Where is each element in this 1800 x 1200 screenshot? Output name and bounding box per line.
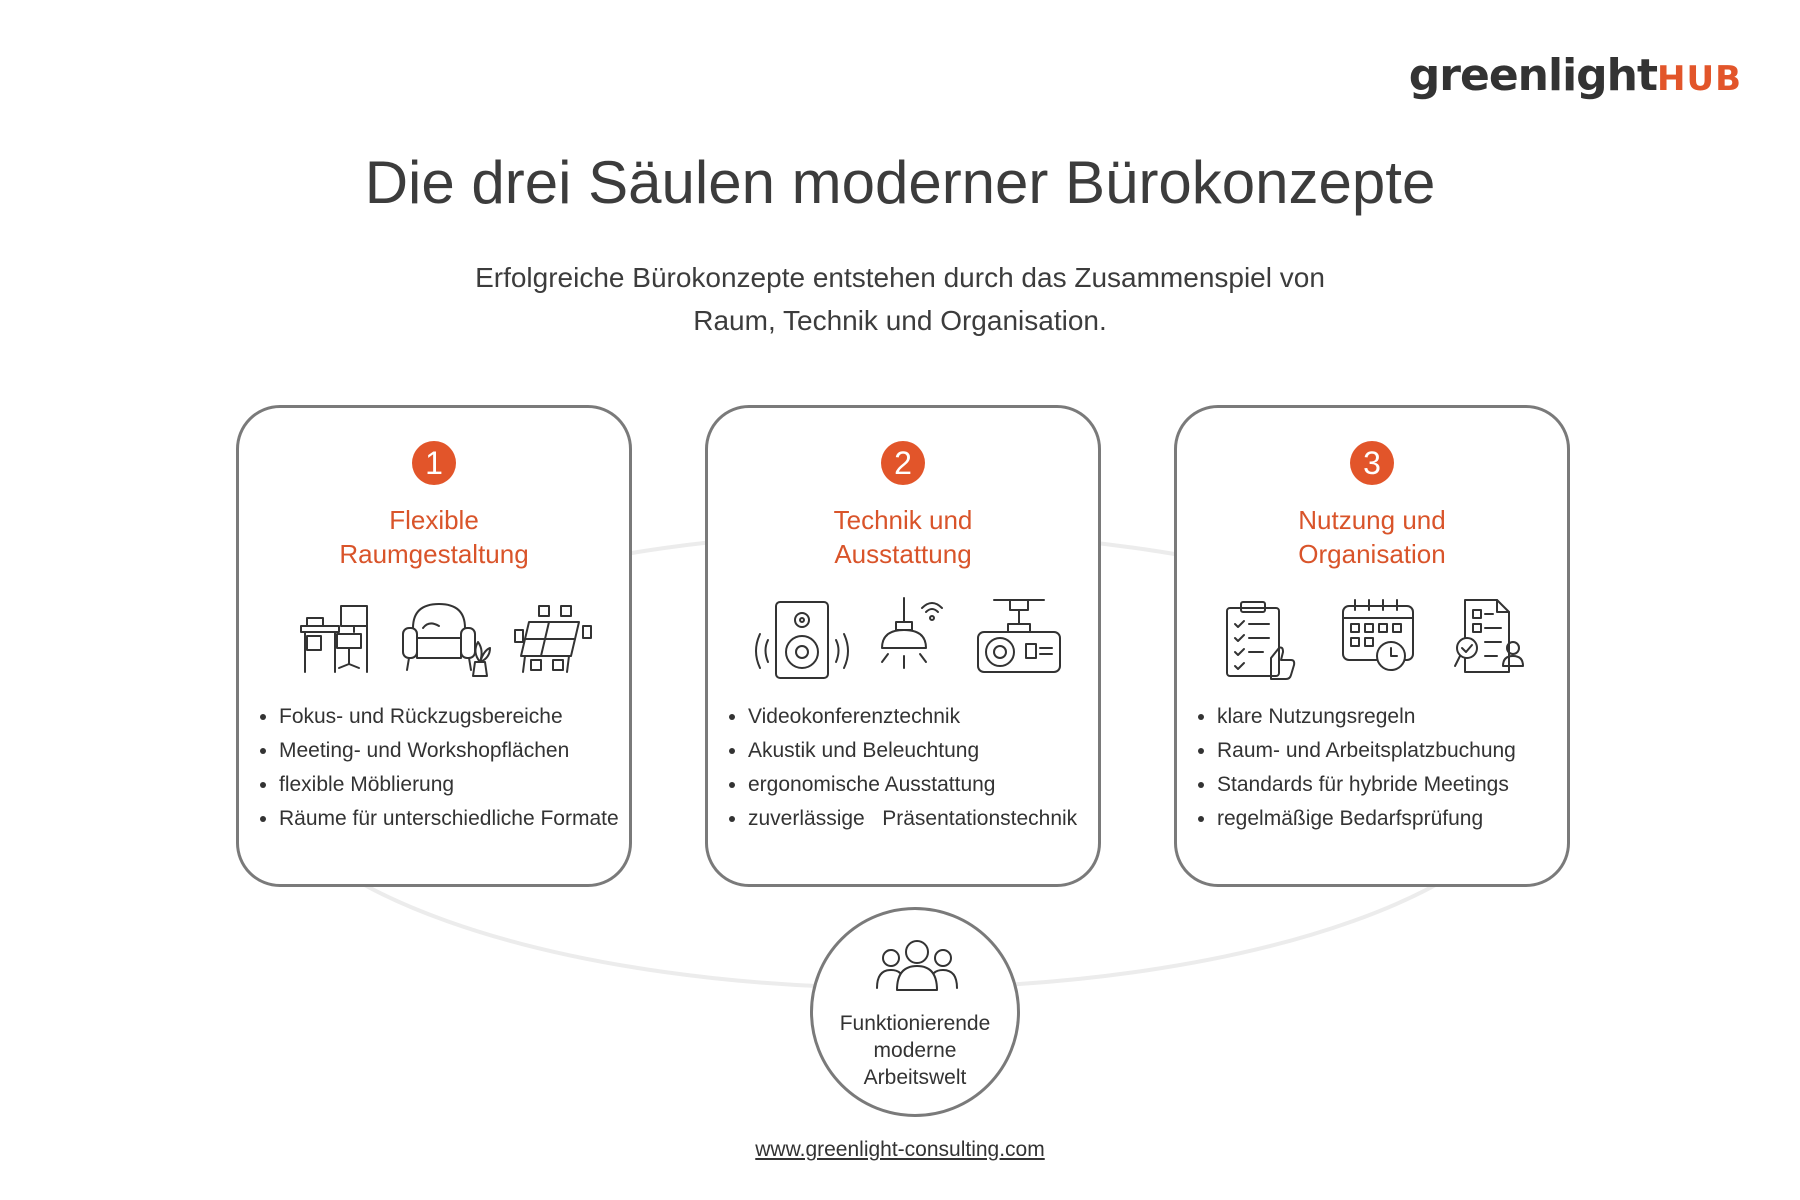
logo-text-greenlight: greenlight (1408, 50, 1658, 101)
list-item: • regelmäßige Bedarfsprüfung (1217, 802, 1516, 836)
checklist-thumbs-up-icon (1223, 600, 1303, 680)
center-label-line-2: moderne (873, 1039, 957, 1062)
list-item: • Standards für hybride Meetings (1217, 768, 1516, 802)
pillar-title-line-2: Organisation (1298, 539, 1446, 569)
speaker-icon (754, 600, 850, 680)
page-subtitle (0, 256, 1800, 342)
pillar-title-line-1: Flexible (389, 505, 479, 535)
ceiling-lamp-wifi-icon (876, 596, 952, 680)
pillar-title-line-2: Ausstattung (834, 539, 972, 569)
greenlight-hub-logo (1409, 50, 1742, 101)
list-item: • Videokonferenztechnik (748, 700, 1077, 734)
pillar-item-list (257, 700, 619, 836)
pillar-title (1177, 503, 1567, 571)
pillar-item-list (1195, 700, 1516, 836)
list-item: • ergonomische Ausstattung (748, 768, 1077, 802)
list-item: • Raum- und Arbeitsplatzbuchung (1217, 734, 1516, 768)
meeting-table-icon (511, 600, 597, 676)
people-group-icon (875, 938, 959, 994)
projector-icon (974, 596, 1064, 680)
pillar-icons (708, 596, 1098, 682)
center-hub-label (813, 1010, 1017, 1091)
list-item: • flexible Möblierung (279, 768, 619, 802)
pillar-number-badge: 2 (881, 441, 925, 485)
page-title: Die drei Säulen moderner Bürokonzepte (364, 149, 1436, 216)
center-label-line-3: Arbeitswelt (863, 1066, 967, 1089)
pillar-title (708, 503, 1098, 571)
center-label-line-1: Funktionierende (839, 1012, 991, 1035)
document-search-user-icon (1453, 598, 1525, 676)
subtitle-line-1: Erfolgreiche Bürokonzepte entstehen durch das Zusammenspiel von (475, 262, 1325, 293)
pillar-card-1 (236, 405, 632, 887)
pillar-card-2 (705, 405, 1101, 887)
logo-text-hub: HUB (1657, 59, 1742, 99)
footer-website-link[interactable]: www.greenlight-consulting.com (755, 1138, 1045, 1161)
list-item: • Fokus- und Rückzugsbereiche (279, 700, 619, 734)
list-item: • zuverlässige Präsentationstechnik (748, 802, 1077, 836)
list-item: • Akustik und Beleuchtung (748, 734, 1077, 768)
pillar-icons (1177, 596, 1567, 682)
pillar-title-line-2: Raumgestaltung (339, 539, 529, 569)
pillar-card-3 (1174, 405, 1570, 887)
desk-chair-icon (297, 600, 373, 676)
pillar-title-line-1: Technik und (833, 505, 973, 535)
pillar-icons (239, 596, 629, 682)
calendar-clock-icon (1339, 596, 1419, 676)
list-item: • Räume für unterschiedliche Formate (279, 802, 619, 836)
subtitle-line-2: Raum, Technik und Organisation. (693, 305, 1107, 336)
list-item: • Meeting- und Workshopflächen (279, 734, 619, 768)
pillar-number-badge: 3 (1350, 441, 1394, 485)
center-hub-circle (810, 907, 1020, 1117)
pillar-item-list (726, 700, 1077, 836)
pillar-title (239, 503, 629, 571)
pillar-number-badge: 1 (412, 441, 456, 485)
list-item: • klare Nutzungsregeln (1217, 700, 1516, 734)
pillar-title-line-1: Nutzung und (1298, 505, 1446, 535)
armchair-plant-icon (399, 598, 491, 678)
